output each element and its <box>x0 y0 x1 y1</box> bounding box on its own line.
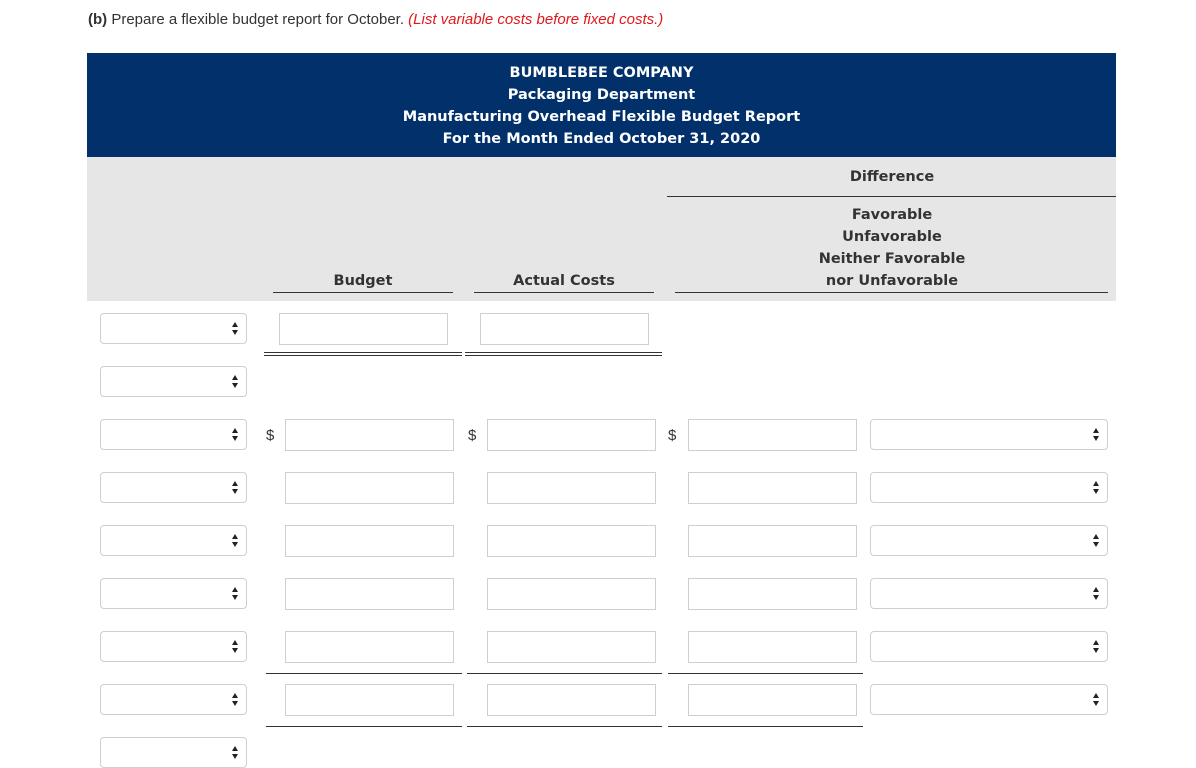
subtotal-line <box>668 726 863 727</box>
budget-underline <box>273 292 453 293</box>
budget-input[interactable] <box>279 313 448 345</box>
actual-input[interactable] <box>487 472 656 504</box>
select-arrow-icon <box>232 693 239 706</box>
difference-input[interactable] <box>688 419 857 451</box>
instruction-body: Prepare a flexible budget report for October. <box>111 11 404 28</box>
actual-input[interactable] <box>487 631 656 663</box>
instruction-note: (List variable costs before fixed costs.) <box>408 11 664 28</box>
cost-item-select[interactable] <box>100 313 247 344</box>
favorability-select[interactable] <box>870 419 1108 450</box>
company-name: BUMBLEBEE COMPANY <box>509 65 694 81</box>
actual-input[interactable] <box>487 684 656 716</box>
report-title-block <box>87 53 1116 157</box>
favorability-select[interactable] <box>870 631 1108 662</box>
select-arrow-icon <box>1093 693 1100 706</box>
difference-header: Difference <box>849 169 935 185</box>
difference-col-underline <box>675 292 1108 293</box>
cost-item-select[interactable] <box>100 684 247 715</box>
select-arrow-icon <box>1093 640 1100 653</box>
budget-input[interactable] <box>285 684 454 716</box>
difference-input[interactable] <box>688 631 857 663</box>
cost-item-select[interactable] <box>100 419 247 450</box>
actual-input[interactable] <box>487 578 656 610</box>
budget-input[interactable] <box>285 631 454 663</box>
select-arrow-icon <box>1093 428 1100 441</box>
budget-input[interactable] <box>285 578 454 610</box>
difference-input[interactable] <box>688 525 857 557</box>
difference-input[interactable] <box>688 578 857 610</box>
difference-option-favorable: Favorable <box>851 207 933 223</box>
actual-input[interactable] <box>480 313 649 345</box>
favorability-select[interactable] <box>870 525 1108 556</box>
actual-input[interactable] <box>487 419 656 451</box>
cost-item-select[interactable] <box>100 631 247 662</box>
subtotal-line <box>668 673 863 674</box>
dollar-sign: $ <box>468 427 477 444</box>
subtotal-line <box>467 726 662 727</box>
difference-option-neither-1: Neither Favorable <box>818 251 966 267</box>
select-arrow-icon <box>1093 481 1100 494</box>
dollar-sign: $ <box>266 427 275 444</box>
difference-option-neither-2: nor Unfavorable <box>825 273 959 289</box>
actual-underline <box>474 292 654 293</box>
select-arrow-icon <box>232 375 239 388</box>
select-arrow-icon <box>232 481 239 494</box>
actual-input[interactable] <box>487 525 656 557</box>
column-header-band <box>87 157 1116 301</box>
subtotal-line <box>266 673 462 674</box>
budget-header: Budget <box>333 273 393 289</box>
select-arrow-icon <box>1093 534 1100 547</box>
cost-item-select[interactable] <box>100 366 247 397</box>
cost-item-select[interactable] <box>100 737 247 768</box>
report-period: For the Month Ended October 31, 2020 <box>442 131 761 147</box>
cost-item-select[interactable] <box>100 578 247 609</box>
select-arrow-icon <box>232 428 239 441</box>
difference-input[interactable] <box>688 684 857 716</box>
difference-input[interactable] <box>688 472 857 504</box>
difference-option-unfavorable: Unfavorable <box>842 229 942 245</box>
favorability-select[interactable] <box>870 684 1108 715</box>
dollar-sign: $ <box>668 427 677 444</box>
favorability-select[interactable] <box>870 578 1108 609</box>
difference-underline <box>667 196 1116 197</box>
select-arrow-icon <box>232 587 239 600</box>
select-arrow-icon <box>1093 587 1100 600</box>
budget-input[interactable] <box>285 525 454 557</box>
select-arrow-icon <box>232 746 239 759</box>
part-label: (b) <box>88 11 108 28</box>
cost-item-select[interactable] <box>100 525 247 556</box>
double-underline <box>264 352 462 356</box>
actual-header: Actual Costs <box>513 273 615 289</box>
instruction-text <box>88 11 663 28</box>
favorability-select[interactable] <box>870 472 1108 503</box>
department-name: Packaging Department <box>507 87 696 103</box>
report-name: Manufacturing Overhead Flexible Budget Report <box>402 109 801 125</box>
budget-input[interactable] <box>285 472 454 504</box>
cost-item-select[interactable] <box>100 472 247 503</box>
select-arrow-icon <box>232 534 239 547</box>
select-arrow-icon <box>232 322 239 335</box>
budget-input[interactable] <box>285 419 454 451</box>
select-arrow-icon <box>232 640 239 653</box>
subtotal-line <box>266 726 462 727</box>
double-underline <box>465 352 662 356</box>
subtotal-line <box>467 673 662 674</box>
